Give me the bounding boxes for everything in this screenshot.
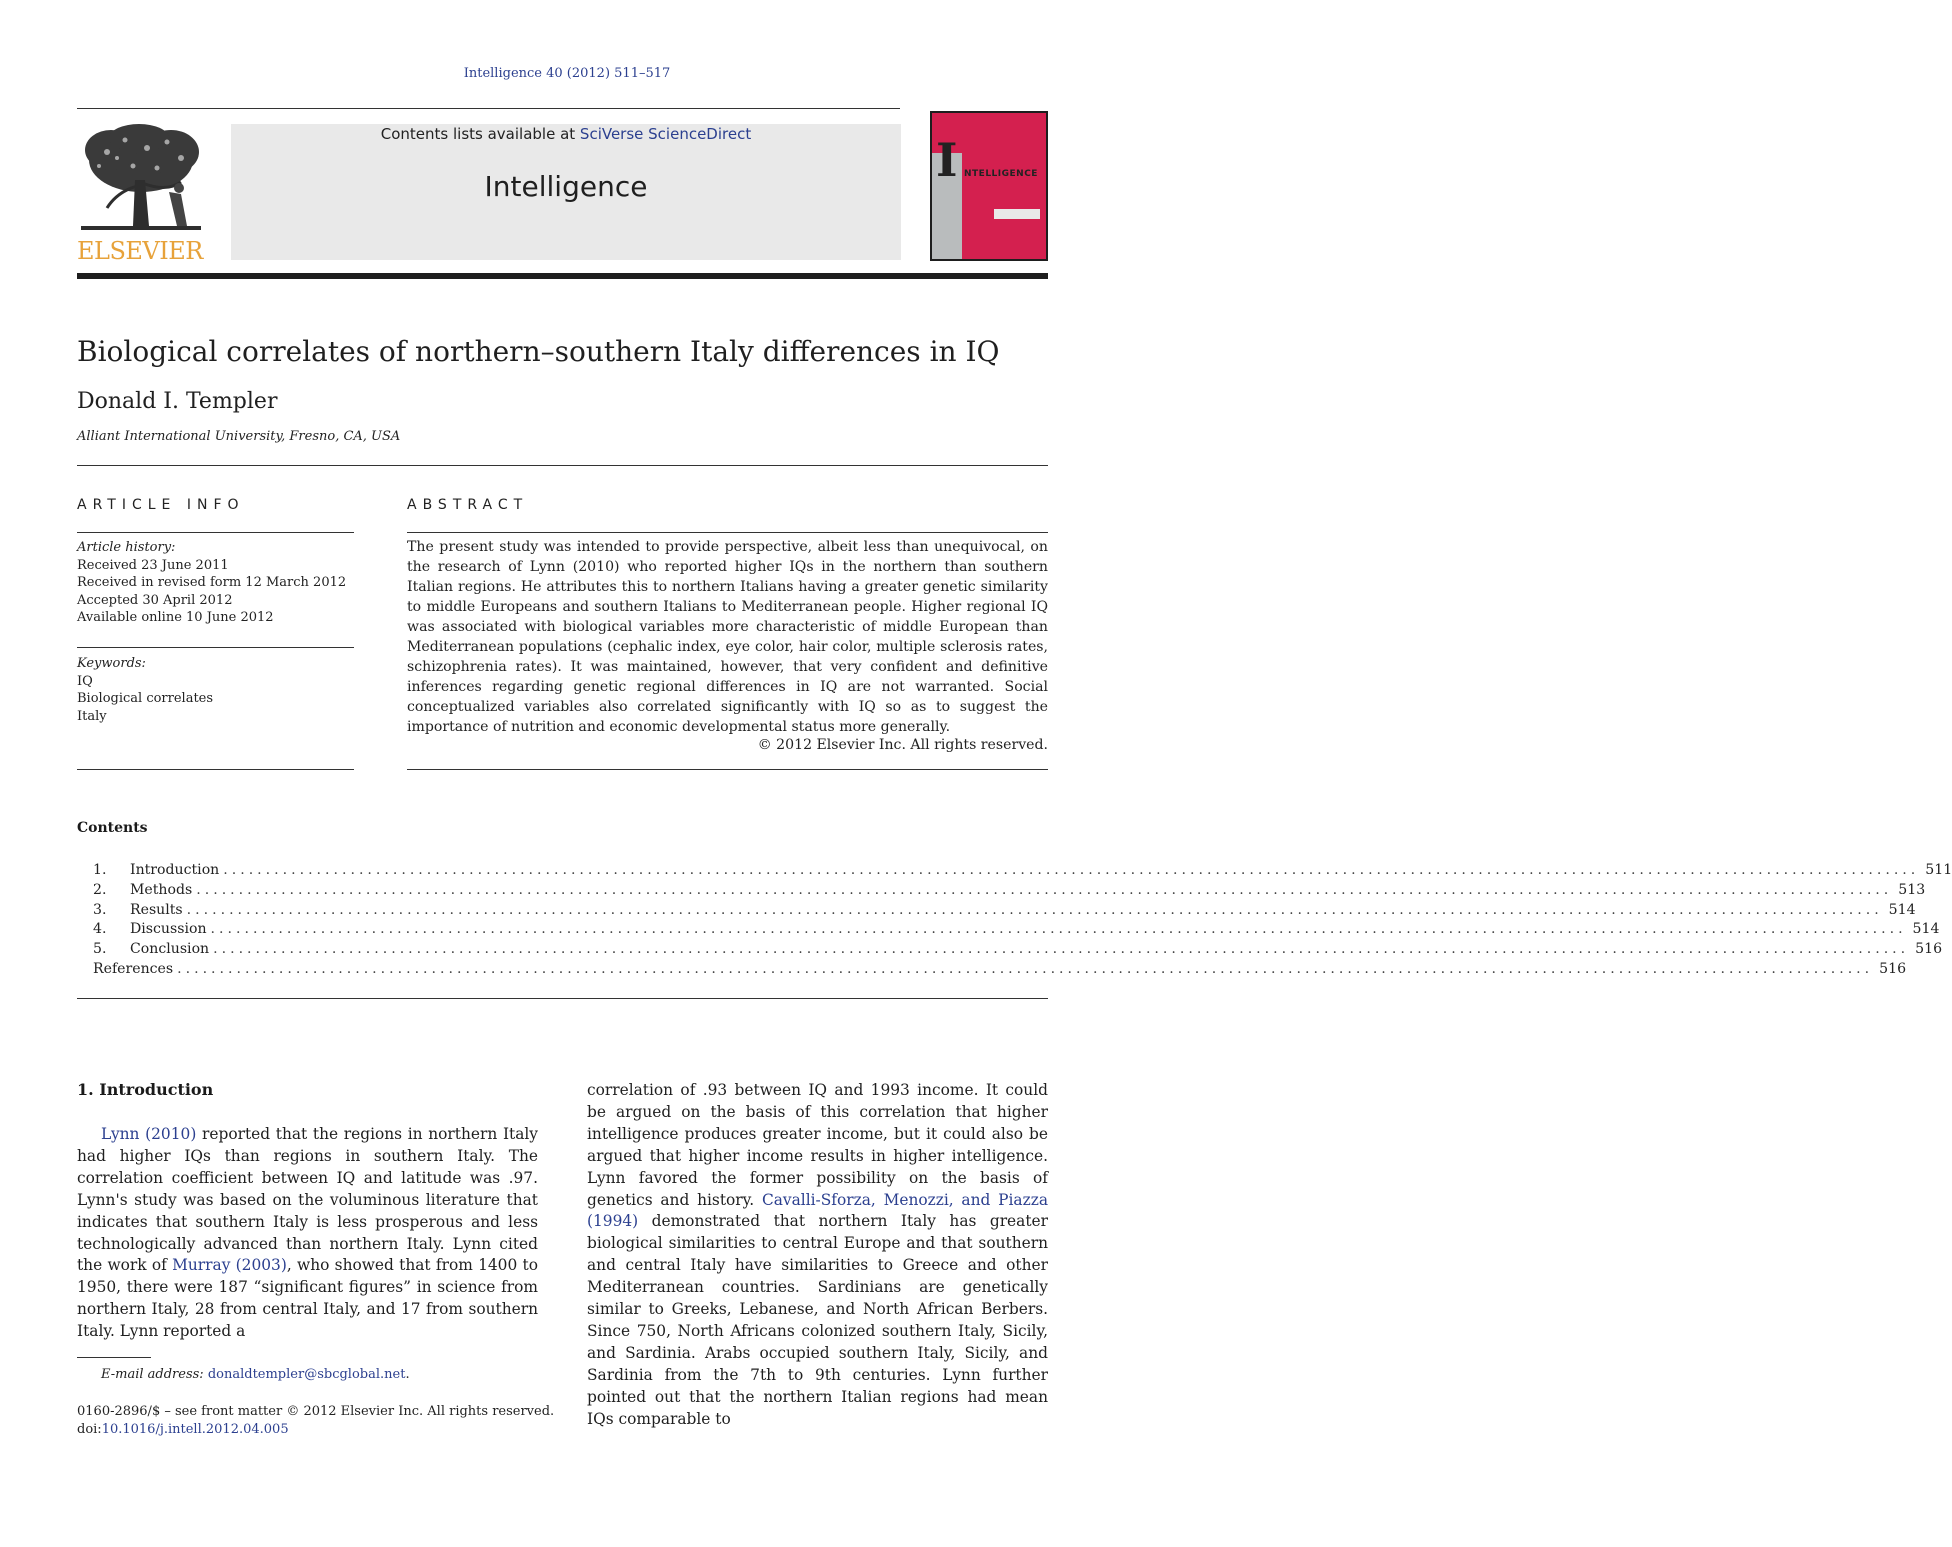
toc-number: 4.: [93, 921, 107, 938]
journal-citation-link[interactable]: Intelligence 40 (2012) 511–517: [463, 66, 671, 81]
sciencedirect-link[interactable]: SciVerse ScienceDirect: [579, 125, 752, 143]
history-item: Accepted 30 April 2012: [77, 592, 233, 608]
history-rule: [77, 647, 354, 648]
introduction-heading: 1. Introduction: [77, 1080, 214, 1099]
toc-page: 514: [1912, 921, 1940, 938]
body-column-left: [77, 1124, 538, 1343]
toc-leader-dots: ........................................................................................................................................................................................................: [196, 881, 1893, 898]
toc-number: 1.: [93, 862, 107, 878]
keyword-item: IQ: [77, 673, 93, 689]
keyword-item: Biological correlates: [77, 691, 214, 707]
toc-page: 516: [1915, 941, 1943, 958]
contents-heading: Contents: [77, 820, 148, 836]
history-item: Received in revised form 12 March 2012: [77, 575, 347, 591]
footnote-rule: [77, 1357, 151, 1358]
toc-number: 5.: [93, 941, 107, 958]
toc-entry-conclusion[interactable]: [93, 941, 1943, 961]
toc-leader-dots: ........................................................................................................................................................................................................: [210, 921, 1907, 938]
contents-availability-line: [231, 125, 901, 143]
body-text: demonstrated that northern Italy has greater biological similarities to central Europe and that southern and central Italy have similarities to Greece and other Mediterranean countries. Sardinians are genetically similar to Greeks, Lebanese, and North African Berbers. Since 750, North Africans colonized southern Italy, Sicily, and Sardinia. Arabs occupied southern Italy, Sicily, and Sardinia from the 7th to 9th centuries. Lynn further pointed out that the northern Italian regions had mean IQs comparable to: [587, 1212, 1048, 1428]
toc-label: References: [93, 960, 174, 977]
toc-leader-dots: ........................................................................................................................................................................................................: [186, 901, 1883, 918]
toc-entry-introduction[interactable]: [93, 862, 1952, 882]
table-of-contents: [93, 862, 1952, 981]
toc-entry-methods[interactable]: [93, 881, 1926, 902]
tree-icon: [77, 122, 205, 234]
citation-link-lynn-2010[interactable]: Lynn (2010): [101, 1125, 197, 1143]
title-rule: [77, 465, 1048, 466]
header-thick-rule: [77, 273, 1048, 279]
cover-initial: I: [936, 133, 958, 187]
toc-entry-results[interactable]: [93, 901, 1916, 922]
doi-label: doi:: [77, 1422, 102, 1437]
contents-prefix: Contents lists available at: [380, 125, 580, 143]
email-link[interactable]: donaldtempler@sbcglobal.net: [207, 1367, 406, 1382]
toc-label: Introduction: [130, 862, 220, 878]
article-info-rule: [77, 532, 354, 533]
article-title: Biological correlates of northern–southern Italy differences in IQ: [77, 335, 1000, 368]
elsevier-wordmark: ELSEVIER: [77, 237, 203, 265]
body-column-right: [587, 1080, 1048, 1431]
history-item: Received 23 June 2011: [77, 557, 229, 573]
abstract-heading: ABSTRACT: [407, 497, 529, 513]
toc-label: Methods: [130, 881, 193, 898]
author-affiliation: Alliant International University, Fresno, CA, USA: [77, 429, 401, 444]
article-info-heading: ARTICLE INFO: [77, 497, 245, 513]
history-label: Article history:: [77, 540, 176, 555]
abstract-rule-top: [407, 532, 1048, 533]
front-matter: [77, 1403, 554, 1439]
journal-name: Intelligence: [484, 170, 648, 203]
toc-leader-dots: ........................................................................................................................................................................................................: [223, 862, 1920, 878]
header-rule: [77, 108, 900, 109]
toc-page: 516: [1879, 960, 1907, 977]
article-history: [77, 539, 354, 627]
toc-number: 3.: [93, 901, 107, 918]
toc-entry-discussion[interactable]: [93, 921, 1940, 941]
email-suffix: .: [405, 1367, 410, 1382]
citation-link-cavalli-sforza-1994[interactable]: Cavalli-Sforza, Menozzi, and Piazza (1994): [587, 1190, 1048, 1231]
doi-line: [77, 1421, 554, 1439]
citation-link-murray-2003[interactable]: Murray (2003): [172, 1256, 287, 1275]
doi-link[interactable]: 10.1016/j.intell.2012.04.005: [101, 1422, 289, 1437]
abstract-text: The present study was intended to provide perspective, albeit less than unequivocal, on the research of Lynn (2010) who reported higher IQs in the northern than southern Italian regions. He attributes this to northern Italians having a greater genetic similarity to middle Europeans and southern Italians to Mediterranean people. Higher regional IQ was associated with biological variables more characteristic of middle European than Mediterranean populations (cephalic index, eye color, hair color, multiple sclerosis rates, schizophrenia rates). It was maintained, however, that very confident and definitive inferences regarding genetic regional differences in IQ are not warranted. Social conceptualized variables also correlated significantly with IQ so as to suggest the importance of nutrition and economic developmental status more generally.: [407, 539, 1048, 735]
body-text: , who showed that from 1400 to 1950, there were 187 “significant figures” in science from northern Italy, 28 from central Italy, and 17 from southern Italy. Lynn reported a: [77, 1256, 538, 1341]
body-text: correlation of .93 between IQ and 1993 income. It could be argued on the basis of this correlation that higher intelligence produces greater income, but it could also be argued that higher income results in higher intelligence. Lynn favored the former possibility on the basis of genetics and history.: [587, 1081, 1048, 1209]
author-email-footnote: [101, 1367, 410, 1382]
history-item: Available online 10 June 2012: [77, 610, 274, 626]
toc-page: 513: [1898, 881, 1926, 898]
toc-number: 2.: [93, 881, 107, 898]
toc-page: 511: [1925, 862, 1952, 878]
toc-label: Discussion: [130, 921, 207, 938]
toc-label: Results: [130, 901, 183, 918]
toc-leader-dots: ........................................................................................................................................................................................................: [213, 941, 1910, 958]
email-label: E-mail address:: [101, 1367, 208, 1382]
keywords-label: Keywords:: [77, 656, 146, 671]
toc-leader-dots: ........................................................................................................................................................................................................: [177, 960, 1874, 977]
cover-editor-box: [994, 209, 1040, 219]
keyword-item: Italy: [77, 708, 107, 724]
issn-line: 0160-2896/$ – see front matter © 2012 Elsevier Inc. All rights reserved.: [77, 1404, 555, 1419]
abstract-rule-bottom: [407, 769, 1048, 770]
toc-entry-references[interactable]: [93, 960, 1907, 981]
keywords-rule: [77, 769, 354, 770]
toc-page: 514: [1888, 901, 1916, 918]
article-author: Donald I. Templer: [77, 389, 278, 414]
keywords-block: [77, 655, 354, 725]
cover-title: NTELLIGENCE: [964, 169, 1038, 179]
abstract-copyright: © 2012 Elsevier Inc. All rights reserved.: [757, 737, 1048, 753]
contents-rule: [77, 998, 1048, 999]
journal-cover-thumbnail[interactable]: [930, 111, 1048, 261]
toc-label: Conclusion: [130, 941, 210, 958]
body-text: reported that the regions in northern Italy had higher IQs than regions in southern Italy. The correlation coefficient between IQ and latitude was .97. Lynn's study was based on the voluminous literature that indicates that southern Italy is less prosperous and less technologically advanced than northern Italy. Lynn cited the work of: [77, 1125, 538, 1275]
